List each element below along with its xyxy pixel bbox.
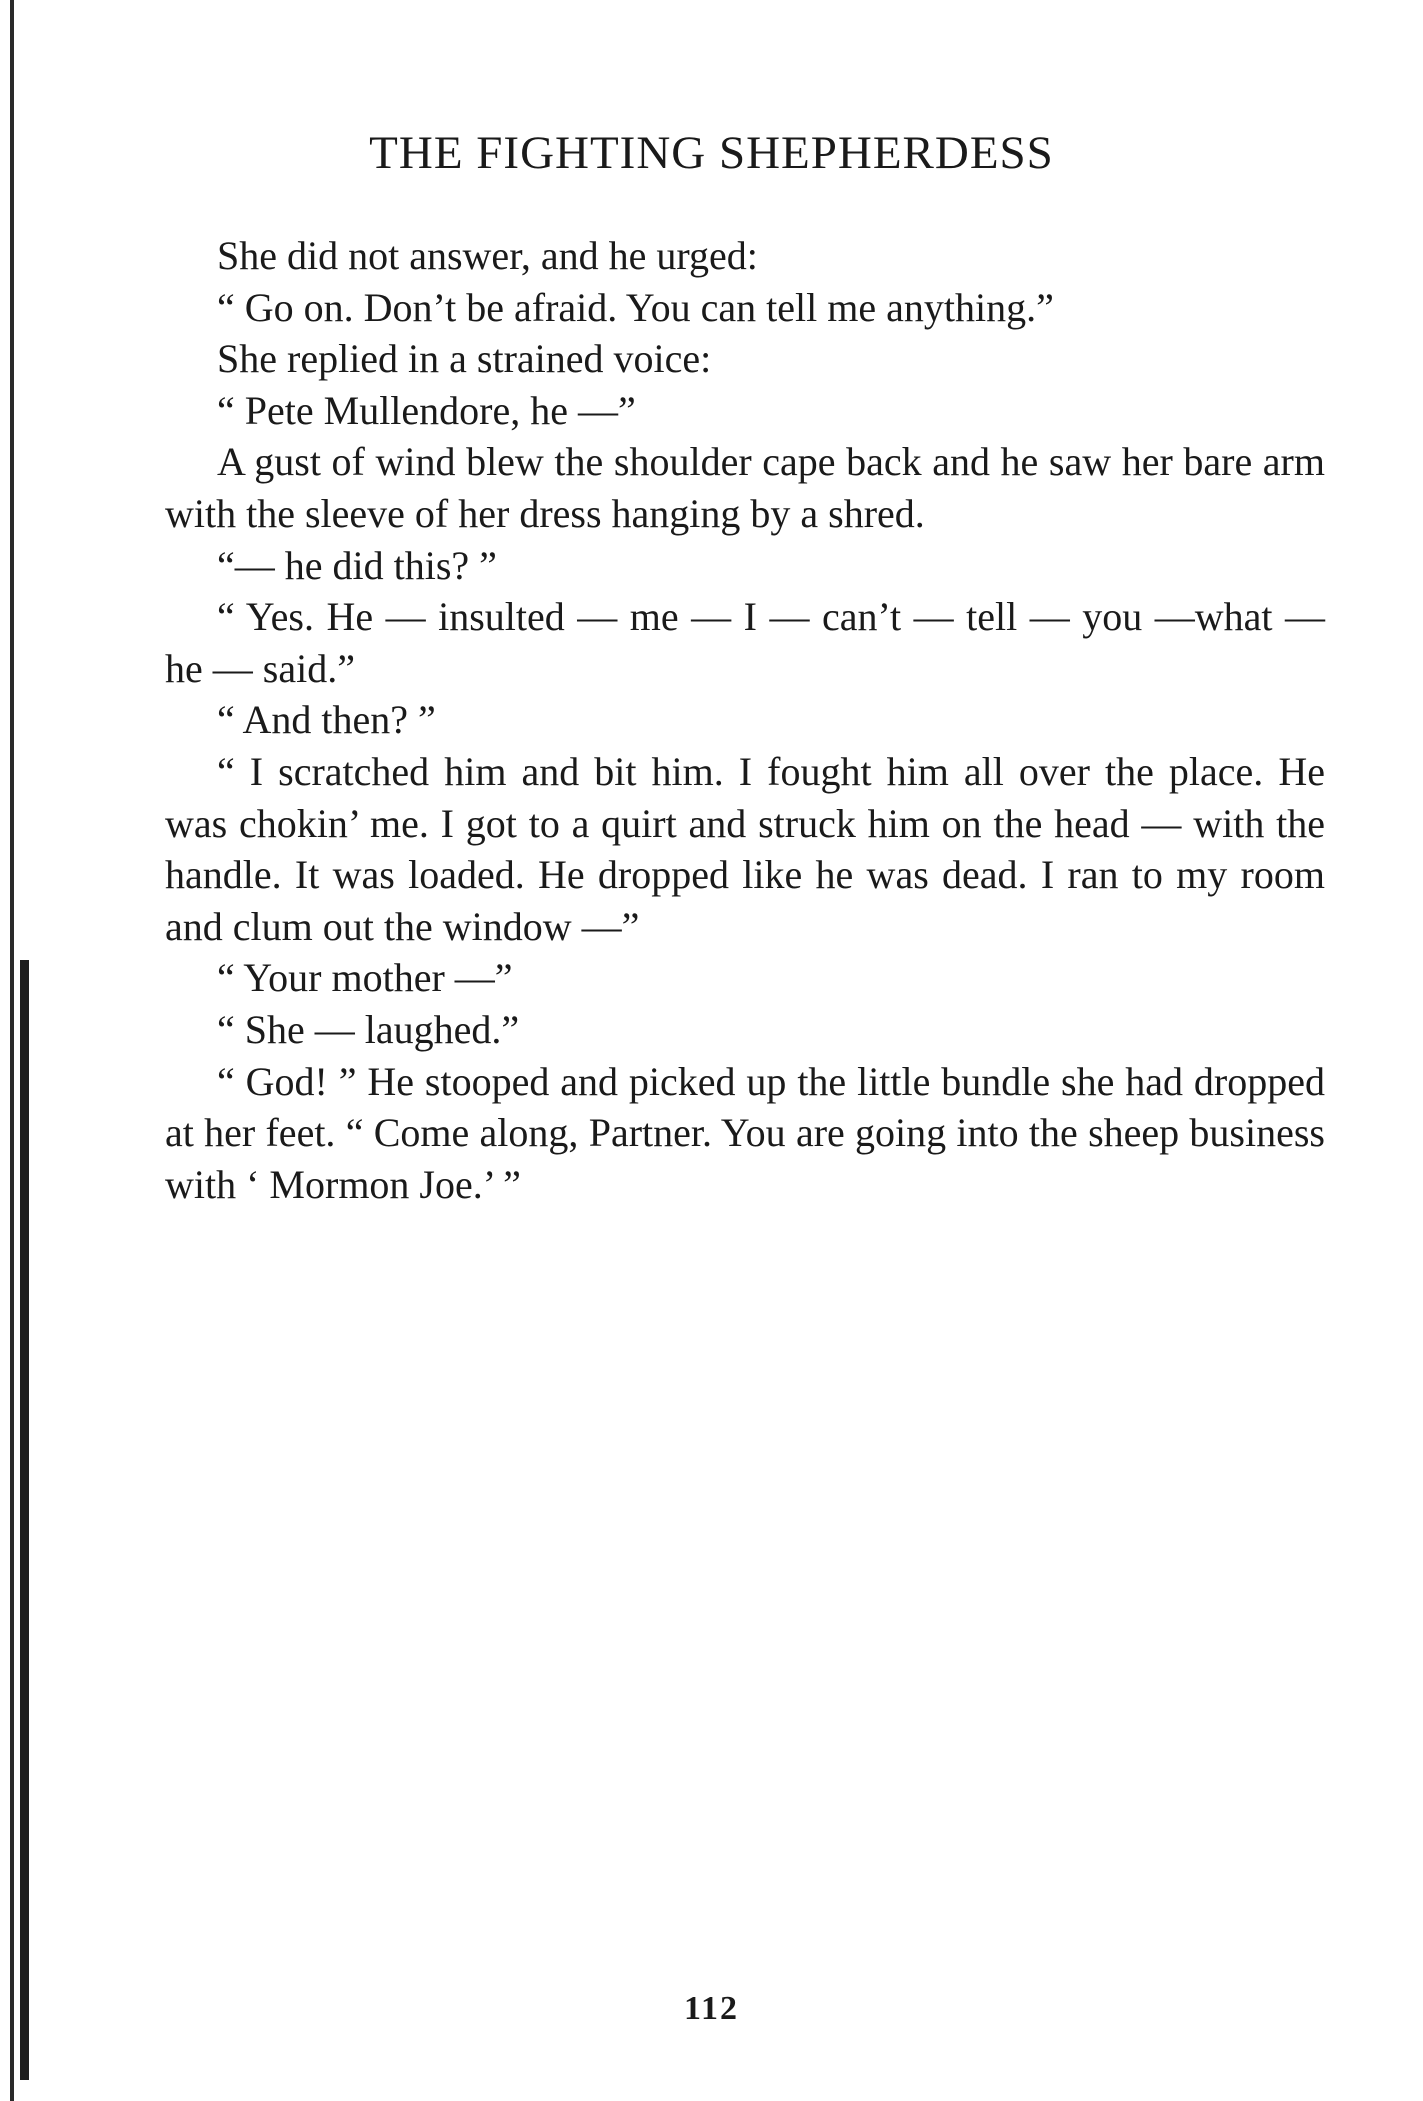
paragraph: “ And then? ” <box>217 697 436 743</box>
page-number: 112 <box>683 1990 740 2027</box>
paragraph: A gust of wind blew the shoulder cape back and he saw her bare arm with the sleeve of her dress hanging by a shred. <box>165 439 1325 536</box>
paragraph: “ Pete Mullendore, he —” <box>217 387 636 433</box>
paragraph: “ I scratched him and bit him. I fought him all over the place. He was chokin’ me. I got to a quirt and struck him on the head — with the handle. It was loaded. He dropped like he was dead. I ran to my room and clum out the window —” <box>165 748 1325 949</box>
paragraph: “— he did this? ” <box>217 542 497 588</box>
paragraph: “ Your mother —” <box>217 955 513 1001</box>
paragraph: “ Go on. Don’t be afraid. You can tell me anything.” <box>217 284 1054 330</box>
paragraph: “ She — laughed.” <box>217 1006 520 1052</box>
binding-edge-shadow <box>20 960 29 2080</box>
paragraph: She did not answer, and he urged: <box>217 233 758 278</box>
paragraph: “ God! ” He stooped and picked up the little bundle she had dropped at her feet. “ Come along, Partner. You are going into the sheep business with ‘ Mormon Joe.’ ” <box>165 1058 1325 1207</box>
paragraph: She replied in a strained voice: <box>217 336 712 382</box>
binding-edge-line <box>10 0 14 2101</box>
paragraph: “ Yes. He — insulted — me — I — can’t — tell — you —what — he — said.” <box>165 594 1325 691</box>
running-head: THE FIGHTING SHEPHERDESS <box>369 127 1054 179</box>
body-text <box>165 230 1325 1210</box>
